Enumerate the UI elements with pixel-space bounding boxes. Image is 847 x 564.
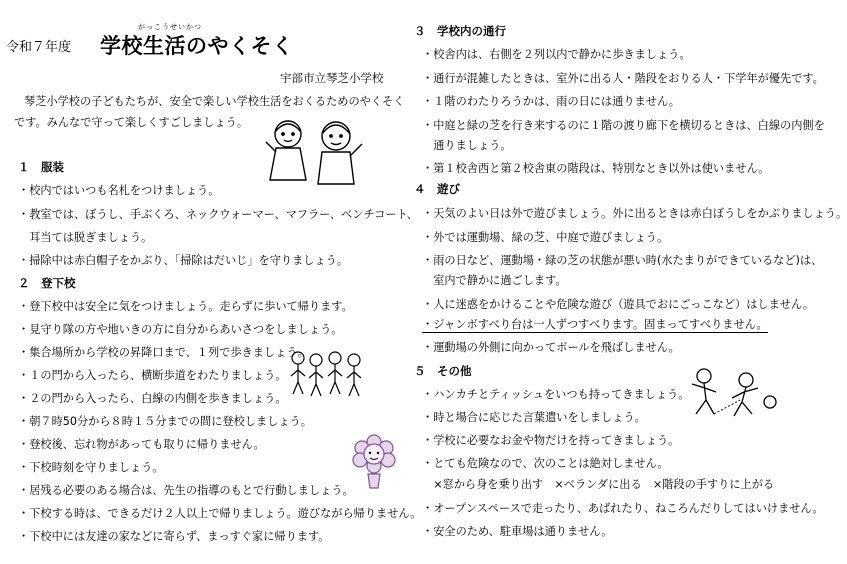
list-item: ・人に迷惑をかけることや危険な遊び（遊具でおにごっこなど）はしません。 [422, 298, 815, 311]
list-item: ・第１校舎西と第２校舎東の階段は、特別なとき以外は使いません。 [422, 162, 770, 175]
section-heading-commute: ２ 登下校 [18, 276, 76, 290]
list-item: ・登校後、忘れ物があっても取りに帰りません。 [18, 438, 265, 451]
section-heading-school-passage: ３ 学校内の通行 [414, 24, 506, 38]
list-item-underlined: ・ジャンボすべり台は一人ずつすべります。固まってすべりません。 [422, 318, 768, 331]
list-item: ・１階のわたりろうかは、雨の日には通りません。 [422, 95, 680, 108]
list-item: 通りましょう。 [422, 139, 512, 152]
children-illustration [258, 114, 368, 186]
title-ruby: がっこうせいかつ [138, 23, 202, 31]
list-item: ・校内ではいつも名札をつけましょう。 [18, 184, 220, 197]
list-item: ・時と場合に応じた言葉遣いをしましょう。 [422, 411, 646, 424]
list-item: ・見守り隊の方や地いきの方に自分からあいさつをしましょう。 [18, 323, 343, 336]
page-title: 学校生活のやくそく [100, 34, 294, 58]
list-item: ・下校時刻を守りましょう。 [18, 461, 164, 474]
list-item: ・居残る必要のある場合は、先生の指導のもとで行動しましょう。 [18, 484, 354, 497]
list-item: ・外では運動場、緑の芝、中庭で遊びましょう。 [422, 231, 669, 244]
list-item: ・掃除中は赤白帽子をかぶり、「掃除はだいじ」を守りましょう。 [18, 254, 349, 267]
mascot-flower-illustration [352, 434, 396, 490]
list-item: ・天気のよい日は外で遊びましょう。外に出るときは赤白ぼうしをかぶりましょう。 [422, 207, 847, 220]
list-item: ・登下校中は安全に気をつけましょう。走らずに歩いて帰ります。 [18, 300, 353, 313]
list-item: ・下校中には友達の家などに寄らず、まっすぐ家に帰ります。 [18, 530, 330, 543]
list-item: ・学校に必要なお金や物だけを持ってきましょう。 [422, 434, 680, 447]
section-heading-other: ５ その他 [414, 364, 472, 378]
list-item: ・中庭と緑の芝を行き来するのに１階の渡り廊下を横切るときは、白線の内側を [422, 119, 825, 132]
list-item: ・安全のため、駐車場は通りません。 [422, 525, 613, 538]
list-item: ・とても危険なので、次のことは絶対しません。 [422, 457, 669, 470]
list-item: ・２の門から入ったら、白線の内側を歩きましょう。 [18, 392, 287, 405]
list-item: ・朝７時50分から８時１５分までの間に登校しましょう。 [18, 415, 312, 428]
list-item: ・通行が混雑したときは、室外に出る人・階段をおりる人・下学年が優先です。 [422, 72, 824, 85]
list-item: ・下校する時は、できるだけ２人以上で帰りましょう。遊びながら帰りません。 [18, 507, 422, 520]
list-item: ・１の門から入ったら、横断歩道をわたりましょう。 [18, 369, 287, 382]
list-item-examples: ×窓から身を乗り出す ×ベランダに出る ×階段の手すりに上がる [422, 478, 775, 491]
list-item: 耳当ては脱ぎましょう。 [18, 231, 153, 244]
intro-line-1: 琴芝小学校の子どもたちが、安全で楽しい学校生活をおくるためのやくそく [24, 95, 405, 108]
section-heading-play: ４ 遊び [414, 182, 460, 196]
list-item: 室内で静かに過ごします。 [422, 274, 567, 287]
section-heading-clothing: １ 服装 [18, 160, 64, 174]
kids-playing-ball-illustration [684, 366, 784, 422]
school-name: 宇部市立琴芝小学校 [280, 71, 384, 85]
list-item: ・校舎内は、右側を２列以内で静かに歩きましょう。 [422, 48, 691, 61]
list-item: ・集合場所から学校の昇降口まで、１列で歩きましょう。 [18, 346, 309, 359]
walking-children-illustration [288, 348, 368, 400]
list-item: ・雨の日など、運動場・緑の芝の状態が悪い時(水たまりができているなど)は、 [422, 254, 823, 267]
intro-line-2: です。みんなで守って楽しくすごしましょう。 [14, 116, 249, 129]
era-label: 令和７年度 [6, 40, 72, 55]
list-item: ・運動場の外側に向かってボールを飛ばしません。 [422, 341, 680, 354]
list-item: ・オープンスペースで走ったり、あばれたり、ねころんだりしてはいけません。 [422, 502, 824, 515]
list-item: ・教室では、ぼうし、手ぶくろ、ネックウォーマー、マフラー、ベンチコート、 [18, 208, 418, 221]
list-item: ・ハンカチとティッシュをいつも持ってきましょう。 [422, 388, 690, 401]
